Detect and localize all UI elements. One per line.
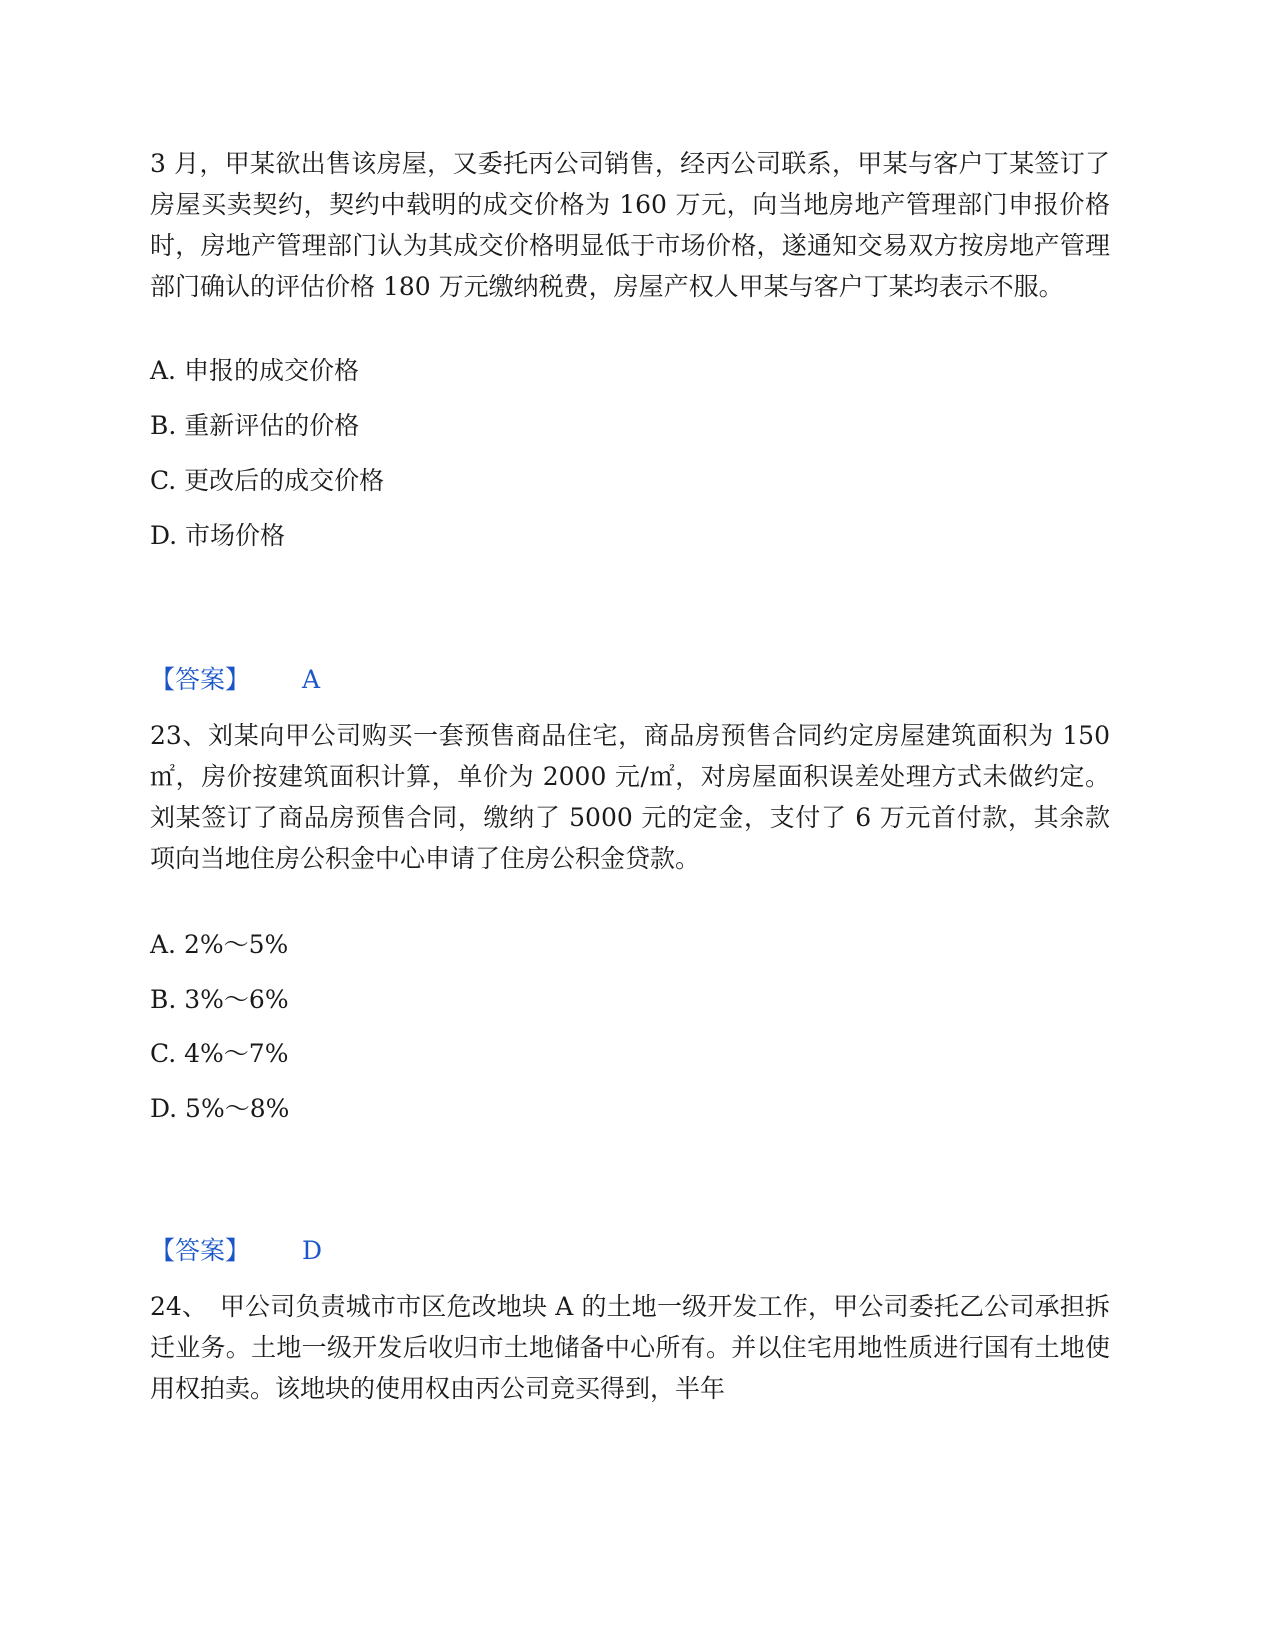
question-22-option-c: C. 更改后的成交价格 <box>150 466 385 495</box>
answer-label: 【答案】 <box>150 1236 251 1265</box>
question-23-text: 23、刘某向甲公司购买一套预售商品住宅，商品房预售合同约定房屋建筑面积为 150㎡，房价按建筑面积计算，单价为 2000 元/㎡，对房屋面积误差处理方式未做约定。刘某签订了商品房预售合同，缴纳了 5000 元的定金，支付了 6 万元首付款，其余款项向当地住房公积金中心申请了住房公积金贷款。 <box>150 721 1110 873</box>
question-22-option-d: D. 市场价格 <box>150 521 286 550</box>
question-22-answer <box>150 663 320 697</box>
question-23-option-d: D. 5%～8% <box>150 1094 290 1123</box>
question-22-text: 3 月，甲某欲出售该房屋，又委托丙公司销售，经丙公司联系，甲某与客户丁某签订了房屋买卖契约，契约中载明的成交价格为 160 万元，向当地房地产管理部门申报价格时，房地产管理部门认为其成交价格明显低于市场价格，遂通知交易双方按房地产管理部门确认的评估价格 180 万元缴纳税费，房屋产权人甲某与客户丁某均表示不服。 <box>150 149 1110 301</box>
question-23-option-a: A. 2%～5% <box>150 930 289 959</box>
question-23-answer <box>150 1234 322 1268</box>
question-23-option-b: B. 3%～6% <box>150 985 289 1014</box>
question-22-option-a: A. 申报的成交价格 <box>150 356 359 385</box>
answer-label: 【答案】 <box>150 665 251 694</box>
question-22-option-b: B. 重新评估的价格 <box>150 411 360 440</box>
question-23-option-c: C. 4%～7% <box>150 1039 289 1068</box>
answer-value: A <box>302 665 321 694</box>
question-24-text: 24、 甲公司负责城市市区危改地块 A 的土地一级开发工作，甲公司委托乙公司承担拆迁业务。土地一级开发后收归市土地储备中心所有。并以住宅用地性质进行国有土地使用权拍卖。该地块的使用权由丙公司竞买得到，半年 <box>150 1292 1110 1403</box>
answer-value: D <box>302 1236 323 1265</box>
